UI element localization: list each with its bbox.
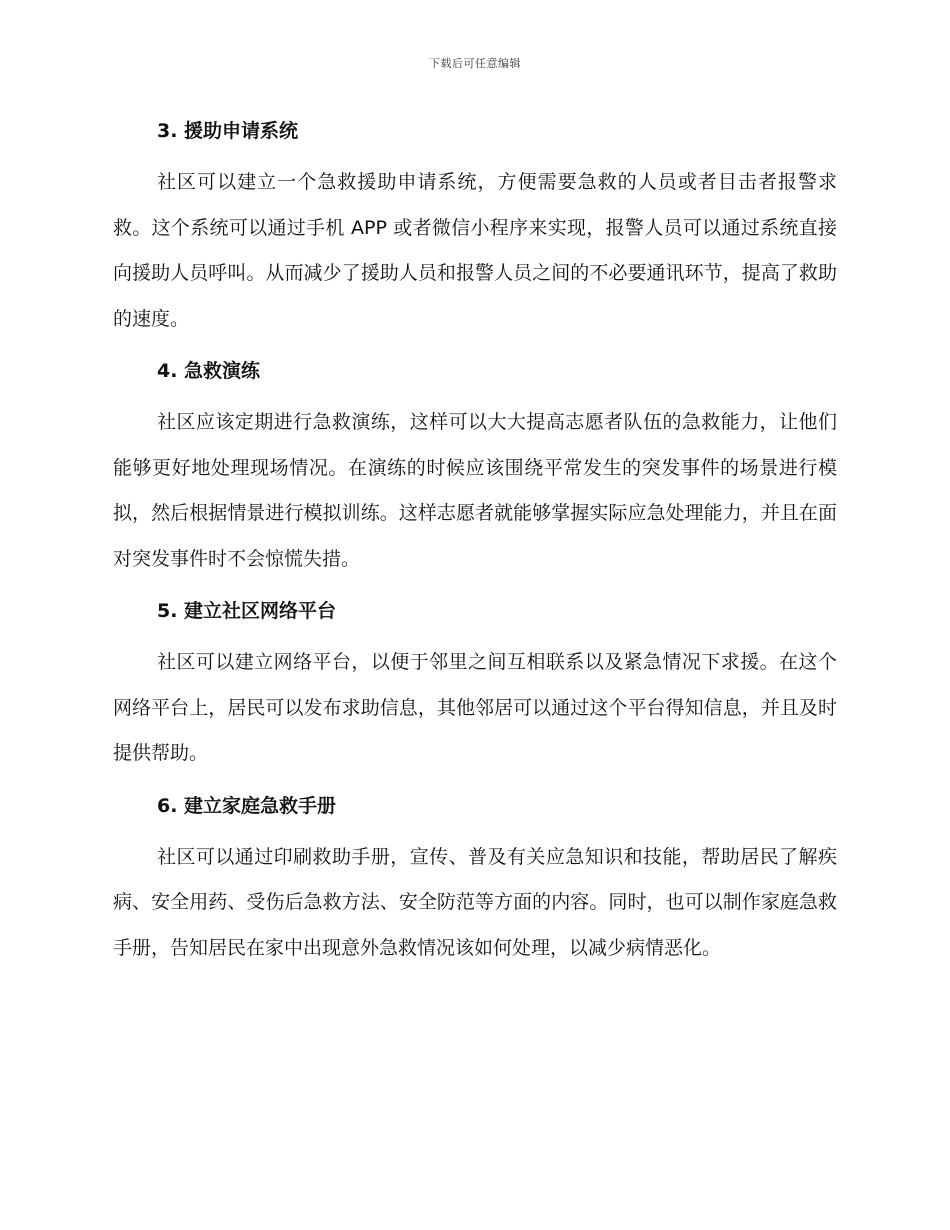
section-paragraph: 社区可以建立网络平台，以便于邻里之间互相联系以及紧急情况下求援。在这个网络平台上，居民可以发布求助信息，其他邻居可以通过这个平台得知信息，并且及时提供帮助。 (113, 651, 837, 764)
document-body (113, 112, 837, 981)
section-6 (113, 787, 837, 972)
section-3 (113, 112, 837, 342)
page-header: 下载后可任意编辑 (429, 57, 521, 70)
section-heading: 4. 急救演练 (157, 360, 261, 382)
section-paragraph: 社区可以建立一个急救援助申请系统，方便需要急救的人员或者目击者报警求救。这个系统可以通过手机 APP 或者微信小程序来实现，报警人员可以通过系统直接向援助人员呼叫。从而减少了援助人员和报警人员之间的不必要通讯环节，提高了救助的速度。 (113, 171, 837, 330)
section-paragraph: 社区应该定期进行急救演练，这样可以大大提高志愿者队伍的急救能力，让他们能够更好地处理现场情况。在演练的时候应该围绕平常发生的突发事件的场景进行模拟，然后根据情景进行模拟训练。这样志愿者就能够掌握实际应急处理能力，并且在面对突发事件时不会惊慌失措。 (113, 411, 837, 570)
section-heading: 3. 援助申请系统 (157, 120, 299, 142)
section-5 (113, 592, 837, 777)
section-4 (113, 352, 837, 582)
section-heading: 6. 建立家庭急救手册 (157, 794, 337, 817)
section-heading: 5. 建立社区网络平台 (157, 600, 337, 622)
section-paragraph: 社区可以通过印刷救助手册，宣传、普及有关应急知识和技能，帮助居民了解疾病、安全用药、受伤后急救方法、安全防范等方面的内容。同时，也可以制作家庭急救手册，告知居民在家中出现意外急救情况该如何处理，以减少病情恶化。 (113, 845, 837, 959)
